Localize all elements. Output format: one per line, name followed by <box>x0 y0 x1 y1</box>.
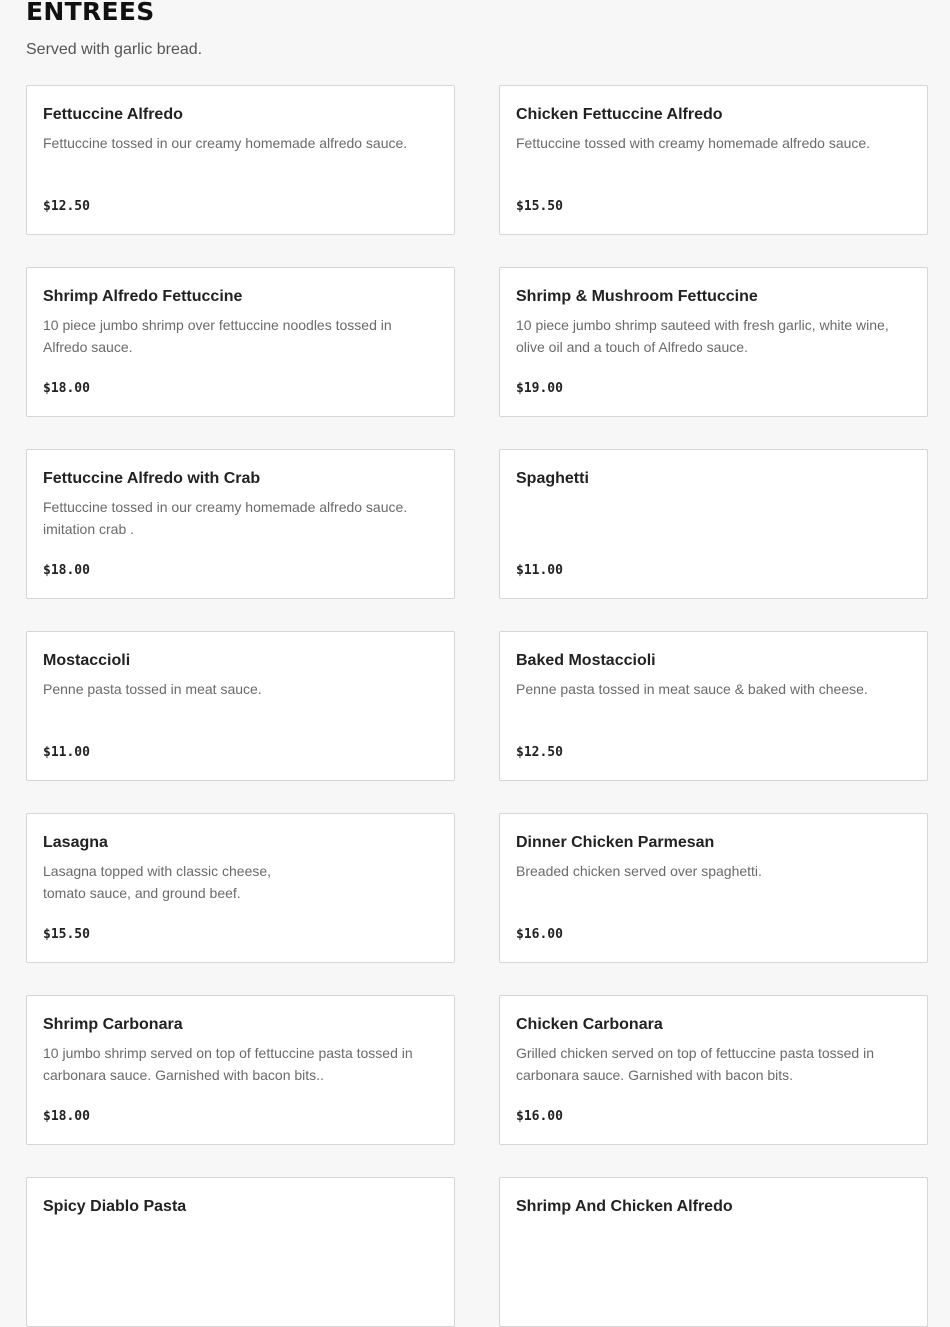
menu-item-card[interactable] <box>499 813 928 963</box>
menu-item-card[interactable] <box>26 1177 455 1327</box>
menu-item-price: $15.50 <box>516 199 563 214</box>
menu-item-name: Mostaccioli <box>43 652 131 669</box>
menu-item-description: 10 piece jumbo shrimp over fettuccine noodles tossed in Alfredo sauce. <box>43 317 392 355</box>
menu-item-price: $16.00 <box>516 1109 563 1124</box>
menu-item-description: Lasagna topped with classic cheese, tomato sauce, and ground beef. <box>43 863 272 901</box>
menu-item-card[interactable] <box>26 267 455 417</box>
menu-item-name: Fettuccine Alfredo <box>43 106 183 123</box>
menu-item-price: $12.50 <box>516 745 563 760</box>
menu-item-card[interactable] <box>499 1177 928 1327</box>
menu-item-description: Grilled chicken served on top of fettuccine pasta tossed in carbonara sauce. Garnished with bacon bits. <box>516 1045 874 1083</box>
menu-item-price: $12.50 <box>43 199 90 214</box>
menu-items-grid <box>26 85 928 1327</box>
menu-item-name: Baked Mostaccioli <box>516 652 656 669</box>
menu-item-card[interactable] <box>499 85 928 235</box>
menu-item-price: $18.00 <box>43 1109 90 1124</box>
menu-item-name: Shrimp Alfredo Fettuccine <box>43 288 243 305</box>
menu-item-description: 10 piece jumbo shrimp sauteed with fresh garlic, white wine, olive oil and a touch of Alfredo sauce. <box>516 317 889 355</box>
menu-item-card[interactable] <box>26 813 455 963</box>
menu-item-price: $19.00 <box>516 381 563 396</box>
menu-item-card[interactable] <box>26 85 455 235</box>
menu-item-name: Spaghetti <box>516 470 589 487</box>
menu-item-card[interactable] <box>499 267 928 417</box>
menu-item-name: Fettuccine Alfredo with Crab <box>43 470 261 487</box>
section-subtitle: Served with garlic bread. <box>26 41 203 58</box>
menu-item-name: Lasagna <box>43 834 108 851</box>
menu-item-card[interactable] <box>499 631 928 781</box>
menu-item-name: Shrimp Carbonara <box>43 1016 183 1033</box>
menu-item-price: $18.00 <box>43 563 90 578</box>
menu-item-description: Fettuccine tossed in our creamy homemade alfredo sauce. imitation crab . <box>43 499 408 537</box>
menu-item-description: Penne pasta tossed in meat sauce. <box>43 681 262 697</box>
menu-item-card[interactable] <box>26 995 455 1145</box>
section-title: ENTREES <box>26 0 155 26</box>
menu-item-name: Chicken Carbonara <box>516 1016 663 1033</box>
menu-item-name: Shrimp And Chicken Alfredo <box>516 1198 733 1215</box>
menu-item-card[interactable] <box>499 995 928 1145</box>
menu-item-price: $11.00 <box>43 745 90 760</box>
menu-item-description: 10 jumbo shrimp served on top of fettuccine pasta tossed in carbonara sauce. Garnished with bacon bits.. <box>43 1045 413 1083</box>
menu-item-price: $16.00 <box>516 927 563 942</box>
menu-item-name: Shrimp & Mushroom Fettuccine <box>516 288 758 305</box>
menu-item-description: Breaded chicken served over spaghetti. <box>516 863 762 879</box>
menu-item-card[interactable] <box>26 449 455 599</box>
menu-item-card[interactable] <box>499 449 928 599</box>
menu-item-price: $18.00 <box>43 381 90 396</box>
menu-item-name: Dinner Chicken Parmesan <box>516 834 715 851</box>
menu-item-description: Fettuccine tossed with creamy homemade alfredo sauce. <box>516 135 871 151</box>
menu-item-card[interactable] <box>26 631 455 781</box>
menu-item-name: Spicy Diablo Pasta <box>43 1198 187 1215</box>
menu-item-price: $15.50 <box>43 927 90 942</box>
menu-item-price: $11.00 <box>516 563 563 578</box>
menu-item-description: Fettuccine tossed in our creamy homemade alfredo sauce. <box>43 135 408 151</box>
menu-item-name: Chicken Fettuccine Alfredo <box>516 106 723 123</box>
menu-item-description: Penne pasta tossed in meat sauce & baked with cheese. <box>516 681 868 697</box>
